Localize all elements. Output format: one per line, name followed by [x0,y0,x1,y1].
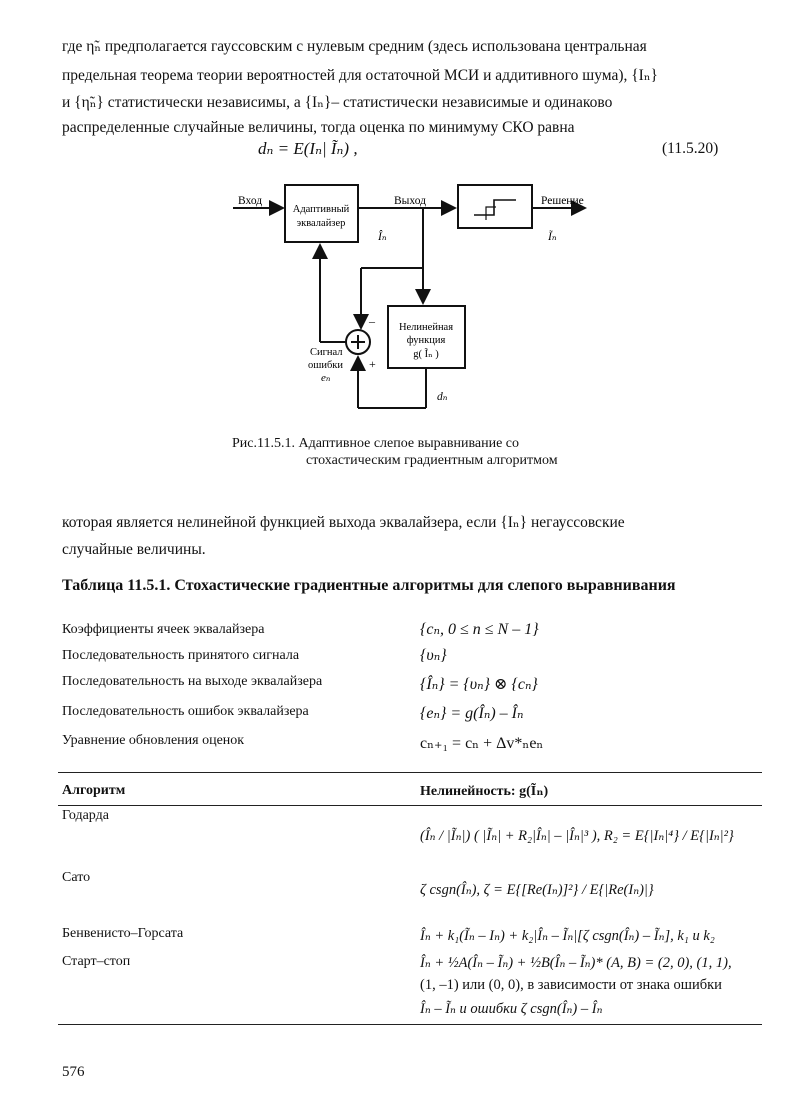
algorithm-name: Старт–стоп [62,954,131,969]
equalizer-label-1: Адаптивный [292,204,350,215]
param-label: Последовательность на выходе эквалайзера [62,674,323,689]
nonlinear-label-3: g( Ĩₙ ) [413,349,439,360]
algorithm-name: Годарда [62,808,109,823]
nonlinear-label-2: функция [406,335,446,346]
param-label: Коэффициенты ячеек эквалайзера [62,622,265,637]
table-header-rule [58,805,762,806]
algorithm-formula-line2: (1, –1) или (0, 0), в зависимости от знака ошибки [420,977,722,993]
column-header-algorithm: Алгоритм [62,783,126,798]
decision-label: Решение [541,195,584,207]
error-label-1: Сигнал [310,347,343,358]
algorithm-formula-line1: Îₙ + ½A(Îₙ – Ĩₙ) + ½B(Îₙ – Ĩₙ)* (A, B) = (2, 0), (1, 1), [420,955,732,971]
minus-sign: – [369,314,375,328]
param-label: Уравнение обновления оценок [62,733,245,748]
paragraph1-line2: предельная теорема теории вероятностей для остаточной МСИ и аддитивного шума), {Iₙ} [62,67,658,84]
paragraph1-line4: распределенные случайные величины, тогда оценка по минимуму СКО равна [62,119,575,136]
param-formula: cₙ₊₁ = cₙ + Δv*ₙeₙ [420,735,544,752]
table-top-rule [58,772,762,773]
table-title: Таблица 11.5.1. Стохастические градиентные алгоритмы для слепого выравнивания [62,577,676,594]
paragraph2-line1: которая является нелинейной функцией выхода эквалайзера, если {Iₙ} негауссовские [62,514,625,531]
algorithm-formula: (Îₙ / |Ĩₙ|) ( |Ĩₙ| + R₂|Îₙ| – |Îₙ|³ ), R₂ = E{|Iₙ|⁴} / E{|Iₙ|²} [420,828,734,844]
figure-caption-line2: стохастическим градиентным алгоритмом [306,453,558,468]
page-number: 576 [62,1064,85,1080]
param-formula: {cₙ, 0 ≤ n ≤ N – 1} [420,621,539,638]
error-label-2: ошибки [308,360,344,371]
column-header-nonlinearity: Нелинейность: g(Ĩₙ) [420,784,549,799]
algorithm-formula-line3: Îₙ – Ĩₙ и ошибки ζ csgn(Îₙ) – Îₙ [420,1001,603,1017]
error-symbol: eₙ [321,372,331,384]
nonlinear-label-1: Нелинейная [398,322,454,333]
i-tilde-label: Ĩₙ [548,231,557,243]
paragraph1-line1: где η̃ₙ предполагается гауссовским с нулевым средним (здесь использована центральная [62,38,647,55]
param-formula: {eₙ} = g(Îₙ) – Îₙ [420,705,524,722]
param-label: Последовательность ошибок эквалайзера [62,704,309,719]
paragraph2-line2: случайные величины. [62,541,206,558]
param-formula: {υₙ} [420,647,447,664]
paragraph1-line3: и {η̃ₙ} статистически независимы, а {Iₙ}– статистически независимые и одинаково [62,94,613,111]
equation-formula: dₙ = E(Iₙ| Ĩₙ) , [258,139,358,158]
plus-sign: + [369,357,376,371]
param-label: Последовательность принятого сигнала [62,648,300,663]
input-label: Вход [238,195,263,207]
d-label: dₙ [437,391,448,403]
block-diagram [0,0,796,430]
output-label: Выход [394,195,426,207]
algorithm-name: Бенвенисто–Горсата [62,926,184,941]
param-formula: {Îₙ} = {υₙ} ⊗ {cₙ} [420,676,538,693]
equation-number: (11.5.20) [662,140,719,157]
algorithm-formula: Îₙ + k₁(Ĩₙ – Iₙ) + k₂|Îₙ – Ĩₙ|[ζ csgn(Îₙ) – Ĩₙ], k₁ и k₂ [420,928,715,944]
equalizer-label-2: эквалайзер [296,218,346,229]
i-hat-label: Îₙ [378,231,387,243]
figure-caption-line1: Рис.11.5.1. Адаптивное слепое выравнивание со [232,436,519,451]
algorithm-name: Сато [62,870,91,885]
table-bottom-rule [58,1024,762,1025]
algorithm-formula: ζ csgn(Îₙ), ζ = E{[Re(Iₙ)]²} / E{|Re(Iₙ)|} [420,882,654,898]
